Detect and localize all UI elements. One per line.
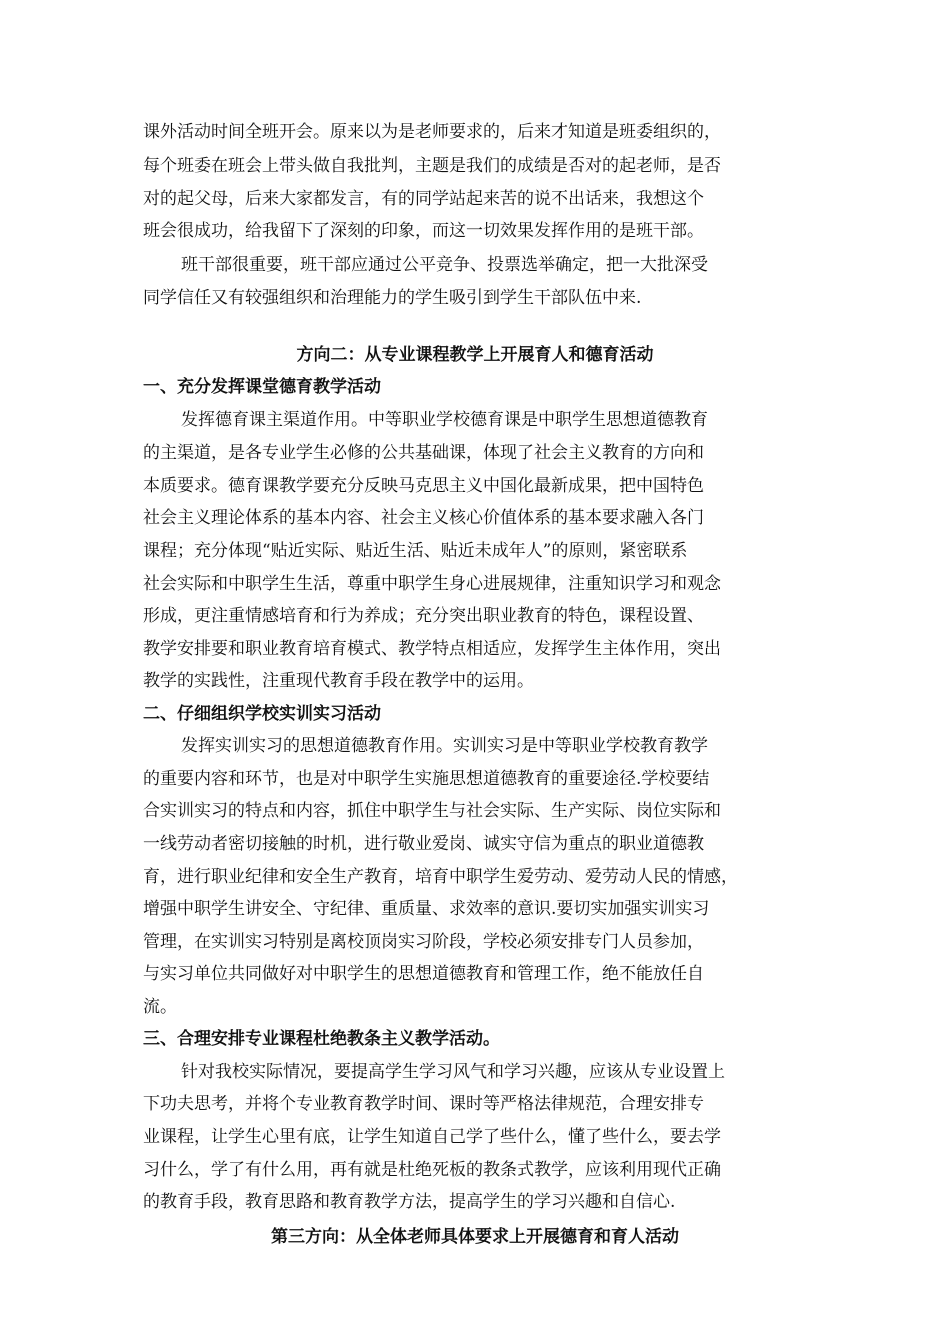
paragraph-line: 教学安排要和职业教育培育模式、教学特点相适应，发挥学生主体作用，突出: [143, 639, 721, 659]
paragraph-line: 管理，在实训实习特别是离校顶岗实习阶段，学校必须安排专门人员参加，: [143, 932, 704, 952]
paragraph-line: 每个班委在班会上带头做自我批判，主题是我们的成绩是否对的起老师，是否: [143, 156, 721, 176]
paragraph-line: 与实习单位共同做好对中职学生的思想道德教育和管理工作，绝不能放任自: [143, 964, 704, 984]
paragraph-line: 业课程，让学生心里有底，让学生知道自己学了些什么，懂了些什么，要去学: [143, 1127, 721, 1147]
paragraph-line: 一线劳动者密切接触的时机，进行敬业爱岗、诚实守信为重点的职业道德教: [143, 834, 704, 854]
paragraph-line: 教学的实践性，注重现代教育手段在教学中的运用。: [143, 671, 534, 691]
paragraph-line: 增强中职学生讲安全、守纪律、重质量、求效率的意识.要切实加强实训实习: [143, 899, 710, 919]
paragraph-line: 的重要内容和环节，也是对中职学生实施思想道德教育的重要途径.学校要结: [143, 769, 710, 789]
section-1-heading: 一、充分发挥课堂德育教学活动: [143, 377, 381, 397]
section-3-heading: 三、合理安排专业课程杜绝教条主义教学活动。: [143, 1029, 500, 1049]
paragraph-line: 同学信任又有较强组织和治理能力的学生吸引到学生干部队伍中来.: [143, 288, 642, 308]
paragraph-line: 发挥德育课主渠道作用。中等职业学校德育课是中职学生思想道德教育: [181, 410, 708, 430]
paragraph-line: 育，进行职业纪律和安全生产教育，培育中职学生爱劳动、爱劳动人民的情感，: [143, 867, 738, 887]
paragraph-line: 的教育手段，教育思路和教育教学方法，提高学生的学习兴趣和自信心.: [143, 1192, 676, 1212]
paragraph-line: 针对我校实际情况，要提高学生学习风气和学习兴趣，应该从专业设置上: [181, 1062, 725, 1082]
paragraph-line: 课程；充分体现“贴近实际、贴近生活、贴近未成年人”的原则，紧密联系: [143, 541, 688, 561]
paragraph-line: 社会主义理论体系的基本内容、社会主义核心价值体系的基本要求融入各门: [143, 508, 704, 528]
paragraph-line: 合实训实习的特点和内容，抓住中职学生与社会实际、生产实际、岗位实际和: [143, 801, 721, 821]
paragraph-line: 下功夫思考，并将个专业教育教学时间、课时等严格法律规范，合理安排专: [143, 1094, 704, 1114]
direction-3-heading: 第三方向：从全体老师具体要求上开展德育和育人活动: [271, 1227, 679, 1247]
paragraph-line: 的主渠道，是各专业学生必修的公共基础课，体现了社会主义教育的方向和: [143, 443, 704, 463]
paragraph-line: 形成，更注重情感培育和行为养成；充分突出职业教育的特色，课程设置、: [143, 606, 704, 626]
paragraph-line: 习什么，学了有什么用，再有就是杜绝死板的教条式教学，应该利用现代正确: [143, 1160, 721, 1180]
paragraph-line: 流。: [143, 997, 177, 1017]
paragraph-line: 课外活动时间全班开会。原来以为是老师要求的，后来才知道是班委组织的，: [143, 122, 721, 142]
section-2-heading: 二、仔细组织学校实训实习活动: [143, 704, 381, 724]
paragraph-line: 对的起父母，后来大家都发言，有的同学站起来苦的说不出话来，我想这个: [143, 189, 704, 209]
paragraph-line: 班会很成功，给我留下了深刻的印象，而这一切效果发挥作用的是班干部。: [143, 221, 704, 241]
paragraph-line: 社会实际和中职学生生活，尊重中职学生身心进展规律，注重知识学习和观念: [143, 574, 721, 594]
paragraph-line: 班干部很重要，班干部应通过公平竞争、投票选举确定，把一大批深受: [181, 255, 708, 275]
paragraph-line: 发挥实训实习的思想道德教育作用。实训实习是中等职业学校教育教学: [181, 736, 708, 756]
paragraph-line: 本质要求。德育课教学要充分反映马克思主义中国化最新成果，把中国特色: [143, 476, 704, 496]
direction-2-heading: 方向二：从专业课程教学上开展育人和德育活动: [296, 345, 654, 365]
